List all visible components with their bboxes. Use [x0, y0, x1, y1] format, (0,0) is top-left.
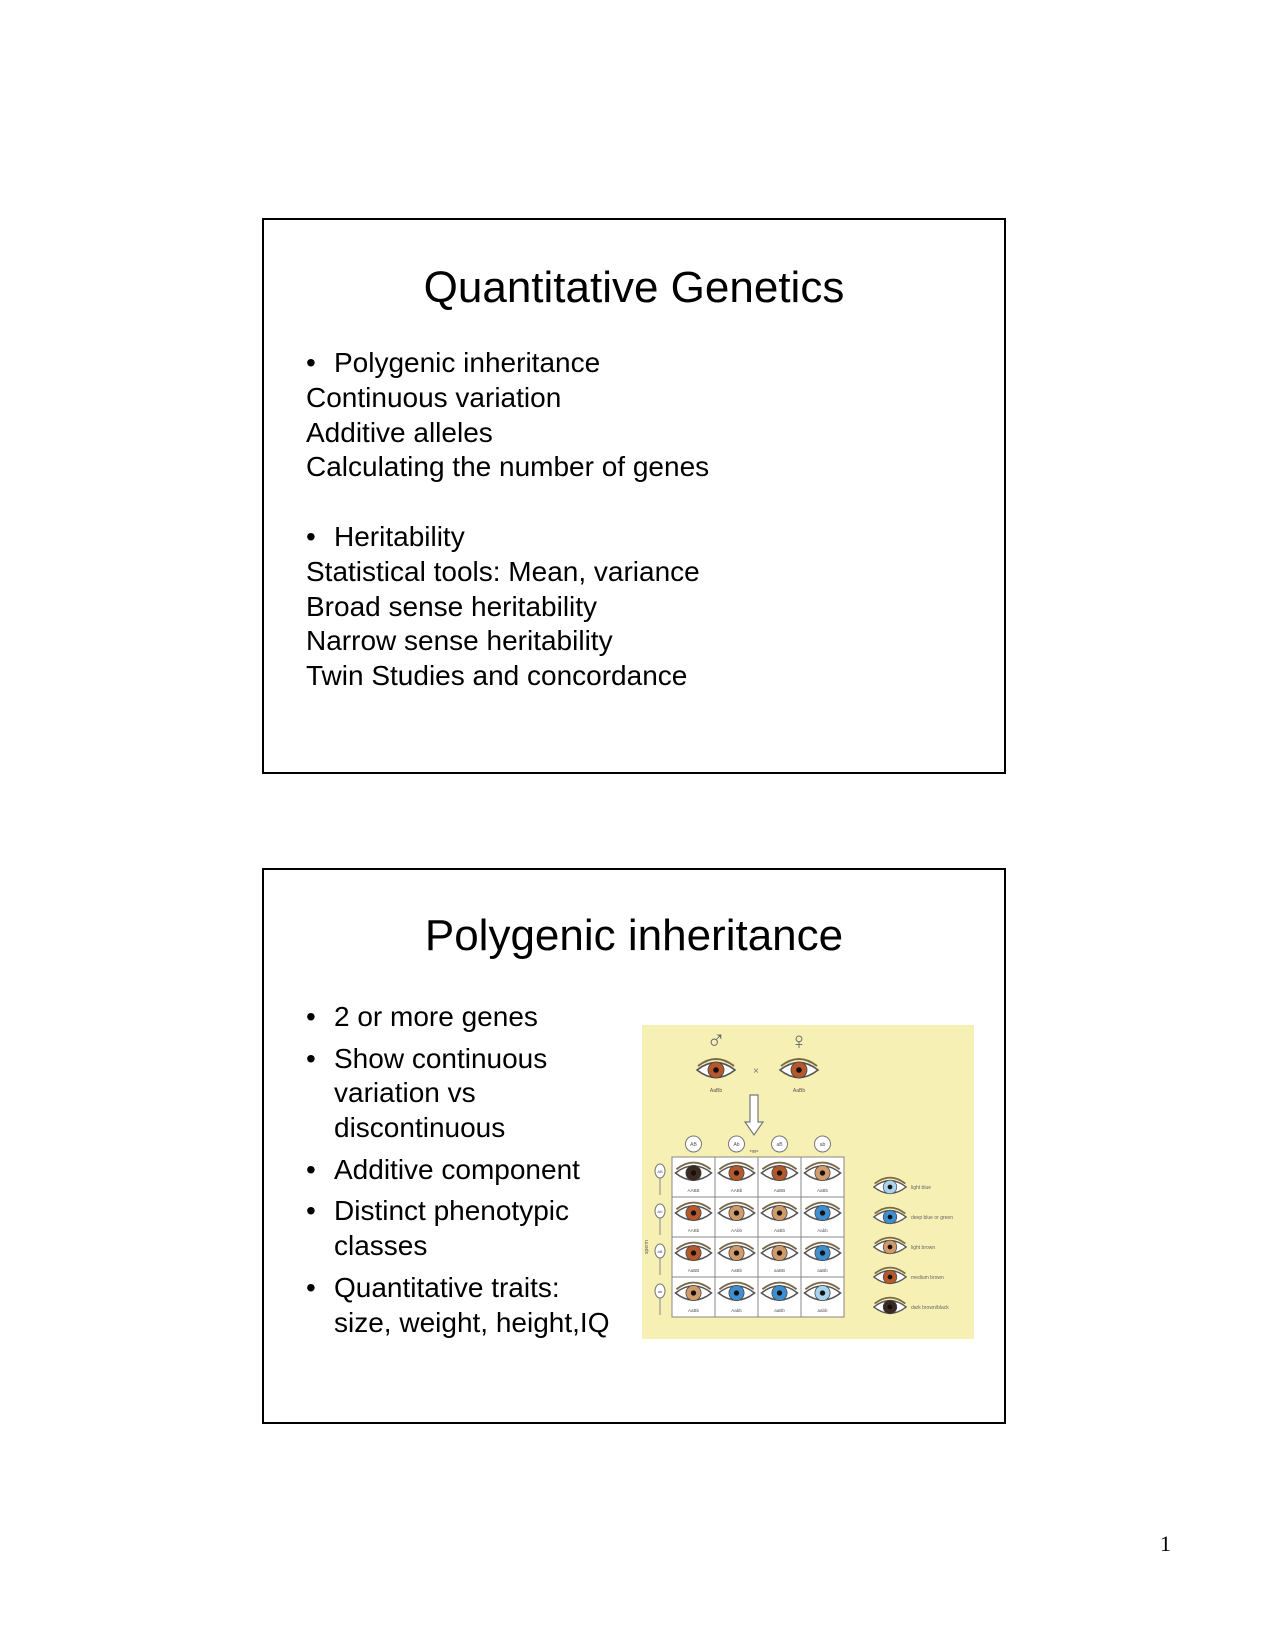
bullet-line: discontinuous — [334, 1112, 506, 1144]
cross-symbol: × — [753, 1066, 759, 1077]
bullet-item — [306, 1271, 636, 1341]
eye-pupil — [777, 1210, 782, 1215]
genotype-label: AaBB — [687, 1268, 700, 1273]
outline-line — [306, 590, 709, 625]
genotype-label: aaBb — [774, 1308, 785, 1313]
slide-title: Polygenic inheritance — [424, 911, 844, 960]
eye-pupil — [691, 1290, 696, 1295]
bullet-item — [306, 1042, 636, 1146]
female-symbol: ♀ — [790, 1028, 808, 1055]
eye-pupil — [691, 1250, 696, 1255]
eye-pupil — [820, 1290, 825, 1295]
genotype-label: AaBb — [816, 1188, 829, 1193]
bullet-dot: • — [306, 1001, 316, 1032]
genotype-label: AaBb — [730, 1268, 743, 1273]
bullet-line: 2 or more genes — [334, 1001, 538, 1032]
bullet-dot: • — [306, 1271, 316, 1303]
eye-pupil — [888, 1185, 893, 1190]
outline-line — [306, 450, 709, 485]
gamete-label: aB — [776, 1142, 783, 1148]
page-number: 1 — [1160, 1531, 1171, 1556]
genotype-label: Aabb — [817, 1228, 828, 1233]
outline-line — [306, 381, 709, 416]
line-text: Twin Studies and concordance — [306, 660, 688, 692]
bullet-list — [306, 1000, 636, 1347]
outline-line — [306, 659, 709, 694]
bullet-line: Additive component — [334, 1153, 580, 1185]
sperm-label: sperm — [644, 1240, 650, 1254]
outline-heading — [306, 520, 709, 555]
legend-label: light blue — [911, 1185, 932, 1191]
gamete-label: ab — [657, 1289, 663, 1294]
bullet-dot: • — [306, 1153, 316, 1185]
eye-pupil — [713, 1067, 719, 1073]
bullet-dot: • — [306, 1195, 316, 1227]
bullet-dot: • — [306, 347, 316, 378]
line-text: Narrow sense heritability — [306, 625, 613, 657]
bullet-line: variation vs — [334, 1077, 476, 1109]
bullet-dot: • — [306, 520, 316, 552]
eye-pupil — [691, 1170, 696, 1175]
genotype-label: AaBb — [773, 1228, 786, 1233]
eye-pupil — [734, 1250, 739, 1255]
genotype-label: AABb — [730, 1188, 743, 1193]
parent-genotype: AaBb — [792, 1088, 806, 1094]
bullet-line: Show continuous — [334, 1042, 548, 1074]
eye-pupil — [734, 1290, 739, 1295]
eye-pupil — [691, 1210, 696, 1215]
gamete-label: AB — [657, 1169, 663, 1174]
gamete-label: aB — [657, 1249, 663, 1254]
genotype-label: aaBb — [817, 1268, 828, 1273]
line-text: Statistical tools: Mean, variance — [306, 555, 700, 587]
outline-line — [306, 624, 709, 659]
eye-pupil — [777, 1170, 782, 1175]
slide-polygenic-inheritance — [262, 868, 1006, 1424]
outline-line — [306, 555, 709, 590]
genotype-label: AaBb — [687, 1308, 700, 1313]
eye-pupil — [820, 1210, 825, 1215]
genotype-label: AABb — [687, 1228, 700, 1233]
eye-pupil — [888, 1245, 893, 1250]
eggs-label: eggs — [749, 1148, 759, 1153]
legend-label: deep blue or green — [911, 1215, 953, 1221]
legend-label: medium brown — [911, 1275, 944, 1281]
line-text: Heritability — [334, 520, 465, 552]
male-symbol: ♂ — [706, 1025, 726, 1055]
bullet-line: classes — [334, 1230, 428, 1262]
eye-pupil — [888, 1305, 893, 1310]
gamete-label: Ab — [733, 1142, 740, 1148]
bullet-dot: • — [306, 1042, 316, 1074]
eye-pupil — [796, 1067, 802, 1073]
slide-quantitative-genetics — [262, 218, 1006, 774]
eye-color-punnett-figure — [642, 1025, 974, 1339]
eye-pupil — [820, 1250, 825, 1255]
eye-pupil — [888, 1215, 893, 1220]
legend-label: dark brown/black — [911, 1305, 949, 1311]
outline-line — [306, 416, 709, 451]
eye-pupil — [888, 1275, 893, 1280]
eye-pupil — [734, 1170, 739, 1175]
eye-pupil — [777, 1250, 782, 1255]
bullet-line: size, weight, height,IQ — [334, 1306, 610, 1338]
line-text: Polygenic inheritance — [334, 347, 601, 378]
eye-pupil — [777, 1290, 782, 1295]
genotype-label: aabb — [817, 1308, 828, 1313]
spacer — [306, 485, 709, 520]
outline-heading — [306, 346, 709, 381]
bullet-item — [306, 1153, 636, 1188]
genotype-label: Aabb — [731, 1308, 742, 1313]
line-text: Calculating the number of genes — [306, 451, 710, 483]
bullet-line: Quantitative traits: — [334, 1271, 560, 1303]
eye-pupil — [820, 1170, 825, 1175]
genotype-label: aaBB — [773, 1268, 786, 1273]
bullet-item — [306, 1194, 636, 1264]
bullet-line: Distinct phenotypic — [334, 1195, 570, 1227]
legend-label: light brown — [911, 1245, 936, 1251]
eye-pupil — [734, 1210, 739, 1215]
genotype-label: AAbb — [730, 1228, 743, 1233]
slide-title: Quantitative Genetics — [423, 263, 845, 312]
line-text: Broad sense heritability — [306, 590, 598, 622]
line-text: Additive alleles — [306, 416, 493, 448]
gamete-label: AB — [690, 1142, 697, 1148]
gamete-label: ab — [819, 1142, 826, 1148]
gamete-label: Ab — [657, 1209, 663, 1214]
slide-outline — [306, 346, 709, 694]
bullet-item — [306, 1000, 636, 1035]
parent-genotype: AaBb — [709, 1088, 723, 1094]
genotype-label: AABB — [687, 1188, 700, 1193]
line-text: Continuous variation — [306, 381, 562, 413]
genotype-label: AaBB — [773, 1188, 786, 1193]
